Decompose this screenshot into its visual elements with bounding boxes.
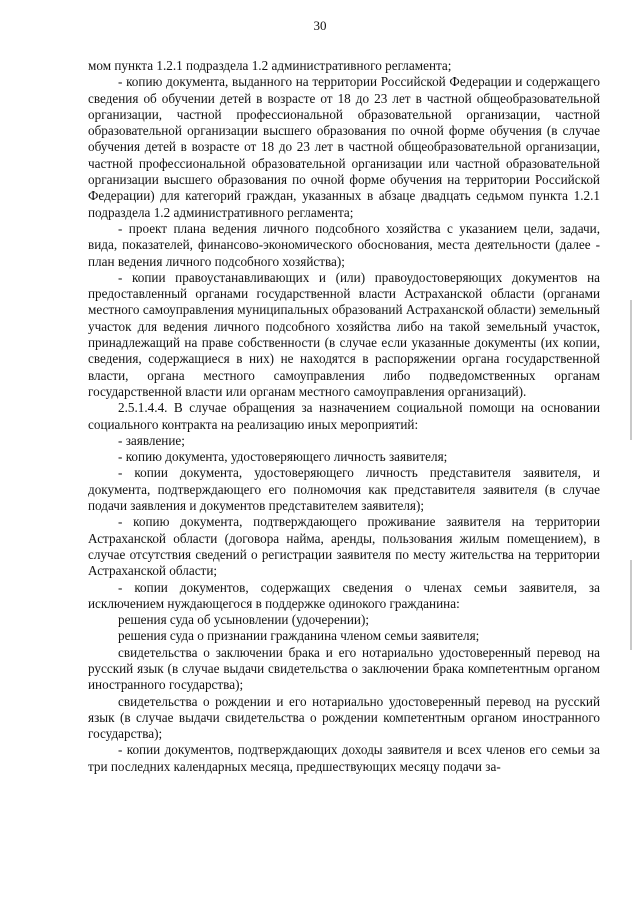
paragraph: мом пункта 1.2.1 подраздела 1.2 административного регламента; [88,58,452,73]
paragraph: свидетельства о заключении брака и его нотариально удостоверенный перевод на русский язык (в случае выдачи свидетельства о заключении брака компетентным органом иностранного государства); [88,644,600,693]
paragraph: - копии документа, удостоверяющего личность представителя заявителя, и документа, подтверждающего его полномочия как представителя заявителя (в случае подачи заявления и документов представителем заявителя); [88,465,600,514]
paragraph: - копию документа, удостоверяющего личность заявителя; [118,449,448,465]
paragraph: - проект плана ведения личного подсобного хозяйства с указанием цели, задачи, вида, показателей, финансово-экономического обоснования, места деятельности (далее - план ведения личного подсобного хозяйства); [88,220,600,269]
paragraph: - копию документа, подтверждающего проживание заявителя на территории Астраханской области (договора найма, аренды, пользования жилым помещением), в случае отсутствия сведений о регистрации заявителя по месту жительства на территории Астраханской области; [88,514,600,579]
paragraph: - копии документов, подтверждающих доходы заявителя и всех членов его семьи за три последних календарных месяца, предшествующих месяцу подачи за- [88,742,600,774]
paragraph: решения суда о признании гражданина членом семьи заявителя; [118,628,480,644]
paragraph: 2.5.1.4.4. В случае обращения за назначением социальной помощи на основании социального контракта на реализацию иных мероприятий: [88,400,600,432]
page-number: 30 [313,18,327,33]
paragraph: решения суда об усыновлении (удочерении); [118,612,370,628]
document-body [88,58,600,775]
paragraph: свидетельства о рождении и его нотариально удостоверенный перевод на русский язык (в случае выдачи свидетельства о рождении компетентным органом иностранного государства); [88,693,600,742]
scan-edge-mark [630,300,632,440]
paragraph: - копию документа, выданного на территории Российской Федерации и содержащего сведения об обучении детей в возрасте от 18 до 23 лет в частной общеобразовательной организации, частной профессиональной образовательной организации, частной образовательной организации высшего образования по очной форме обучения (в случае обучения детей в возрасте от 18 до 23 лет в частной общеобразовательной организации, частной профессиональной образовательной организации или частной образовательной организации высшего образования по очной форме обучения на территории Российской Федерации) для категорий граждан, указанных в абзаце двадцать седьмом пункта 1.2.1 подраздела 1.2 административного регламента; [88,74,600,220]
scan-edge-mark [630,560,632,650]
paragraph: - копии документов, содержащих сведения о членах семьи заявителя, за исключением нуждающегося в поддержке одинокого гражданина: [88,579,600,611]
paragraph: - заявление; [118,432,185,448]
paragraph: - копии правоустанавливающих и (или) правоудостоверяющих документов на предоставленный органами государственной власти Астраханской области (органами местного самоуправления муниципальных образований Астраханской области) земельный участок для ведения личного подсобного хозяйства либо на такой земельный участок, принадлежащий на праве собственности (в случае если указанные документы (их копии, сведения, содержащиеся в них) не находятся в распоряжении органа государственной власти, органа местного самоуправления либо подведомственных органам государственной власти или органам местного самоуправления организаций). [88,269,600,399]
